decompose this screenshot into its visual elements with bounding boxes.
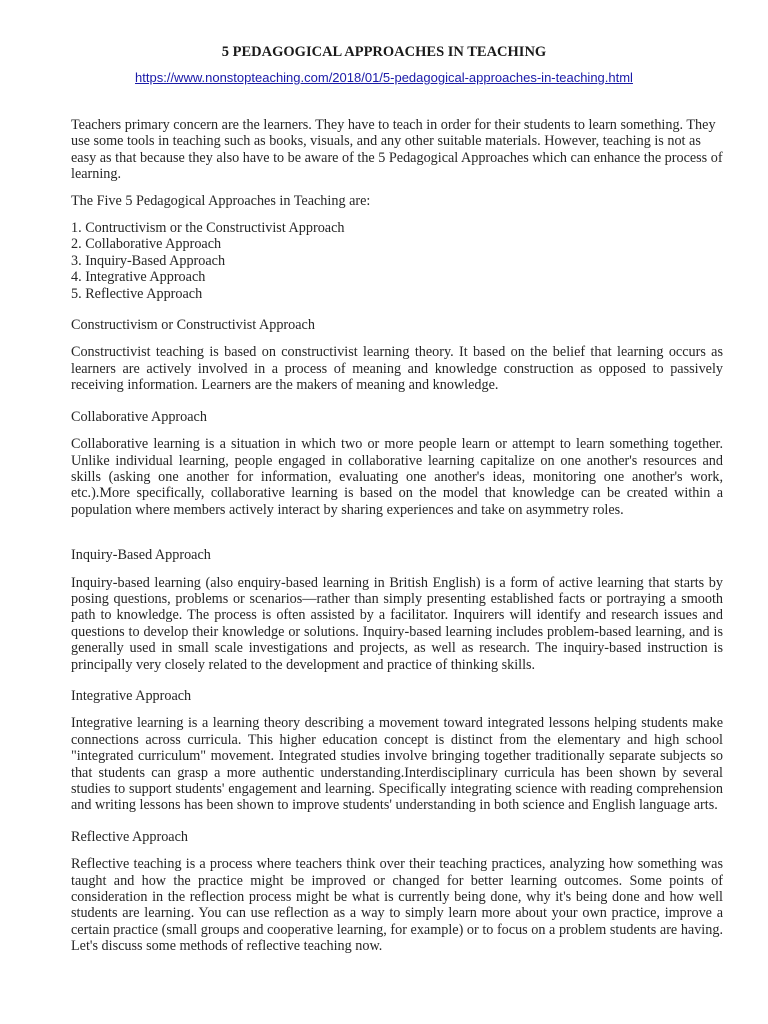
section-heading-integrative: Integrative Approach xyxy=(71,687,192,704)
section-text-inquiry: Inquiry-based learning (also enquiry-based learning in British English) is a form of active learning that starts by posing questions, problems or scenarios—rather than simply presenting established facts or portraying a smooth path to knowledge. The process is often assisted by a facilitator. Inquirers will identify and research issues and questions to develop their knowledge or solutions. Inquiry-based learning includes problem-based learning, and is generally used in small scale investigations and projects, as well as research. The inquiry-based instruction is principally very closely related to the development and practice of thinking skills. xyxy=(71,574,723,673)
section-heading-inquiry: Inquiry-Based Approach xyxy=(71,547,211,564)
list-item: 2. Collaborative Approach xyxy=(71,236,222,253)
approaches-list xyxy=(71,220,723,302)
section-text-collaborative: Collaborative learning is a situation in which two or more people learn or attempt to learn something together. Unlike individual learning, people engaged in collaborative learning capitalize on one another's resources and skills (asking one another for information, evaluating one another's ideas, monitoring one another's work, etc.).More specifically, collaborative learning is based on the model that knowledge can be created within a population where members actively interact by sharing experiences and take on asymmetry roles. xyxy=(71,436,723,518)
document-body xyxy=(71,117,723,955)
section-text-constructivist: Constructivist teaching is based on constructivist learning theory. It based on the belief that learning occurs as learners are actively involved in a process of meaning and knowledge construction as opposed to passively receiving information. Learners are the makers of meaning and knowledge. xyxy=(71,344,723,394)
list-item: 4. Integrative Approach xyxy=(71,269,206,286)
list-lead: The Five 5 Pedagogical Approaches in Teaching are: xyxy=(71,192,371,209)
list-item: 5. Reflective Approach xyxy=(71,285,203,302)
section-heading-reflective: Reflective Approach xyxy=(71,828,188,845)
section-heading-collaborative: Collaborative Approach xyxy=(71,408,207,425)
intro-paragraph: Teachers primary concern are the learners. They have to teach in order for their students to learn something. They use some tools in teaching such as books, visuals, and any other suitable materials. However, teaching is not as easy as that because they also have to be aware of the 5 Pedagogical Approaches which can enhance the process of learning. xyxy=(71,117,723,183)
document-title: 5 PEDAGOGICAL APPROACHES IN TEACHING xyxy=(221,44,547,60)
source-link[interactable]: https://www.nonstopteaching.com/2018/01/5-pedagogical-approaches-in-teaching.html xyxy=(135,70,633,85)
section-text-integrative: Integrative learning is a learning theory describing a movement toward integrated lessons helping students make connections across curricula. This higher education concept is distinct from the elementary and high school "integrated curriculum" movement. Integrated studies involve bringing together traditionally separate subjects so that students can grasp a more authentic understanding.Interdisciplinary curricula has been shown by several studies to support students' engagement and learning. Specifically integrating science with reading comprehension and writing lessons has been shown to improve students' understanding in both science and English language arts. xyxy=(71,715,723,814)
list-item: 1. Contructivism or the Constructivist Approach xyxy=(71,220,345,237)
section-heading-constructivist: Constructivism or Constructivist Approach xyxy=(71,317,315,334)
section-text-reflective: Reflective teaching is a process where teachers think over their teaching practices, analyzing how something was taught and how the practice might be improved or changed for better learning outcomes. Some points of consideration in the reflection process might be what is currently being done, why it's being done and how well students are learning. You can use reflection as a way to simply learn more about your own practice, improve a certain practice (small groups and cooperative learning, for example) or to focus on a problem students are having. Let's discuss some methods of reflective teaching now. xyxy=(71,856,723,955)
list-item: 3. Inquiry-Based Approach xyxy=(71,252,226,269)
